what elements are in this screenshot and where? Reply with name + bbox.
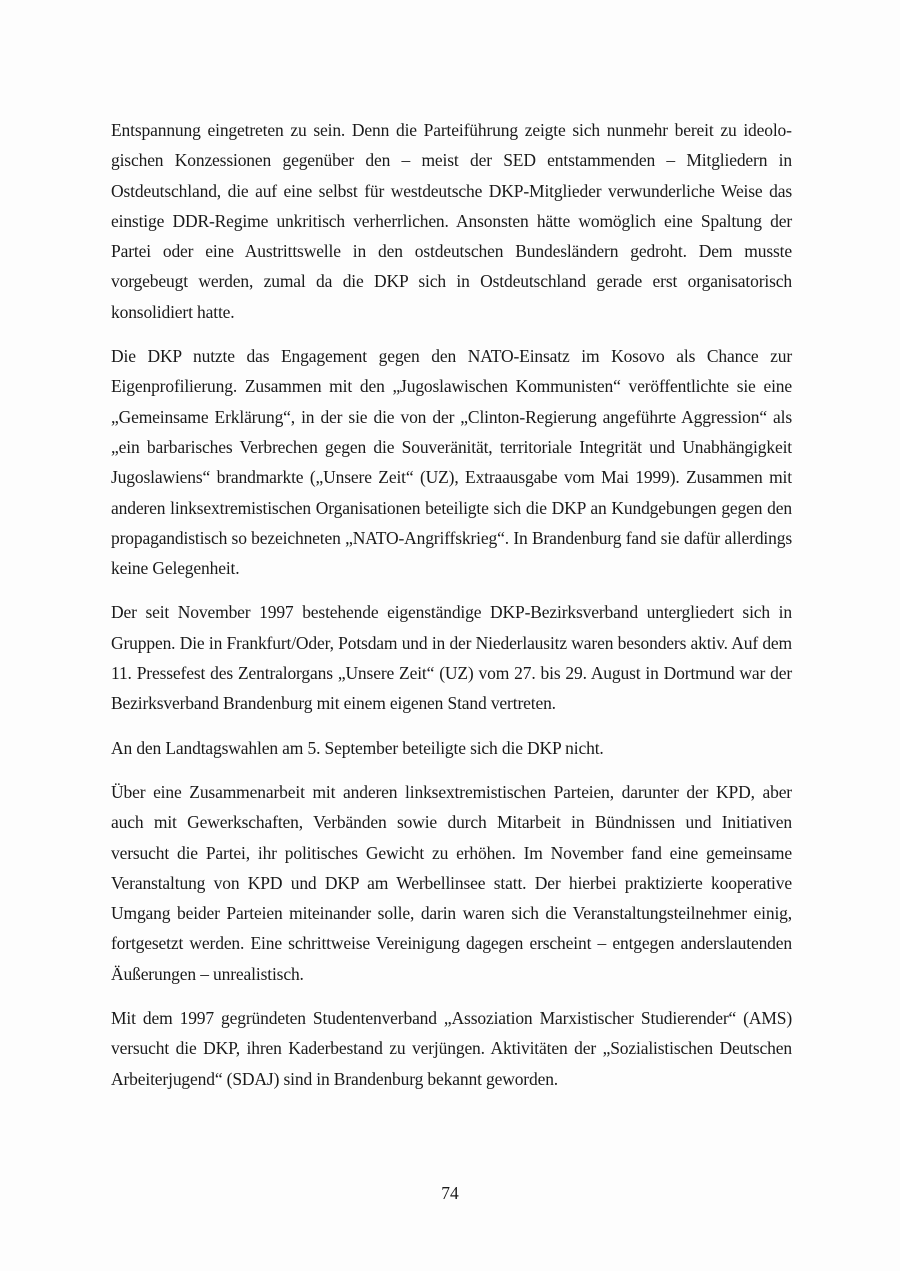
paragraph-3: Der seit November 1997 bestehende eigenständige DKP-Bezirksverband untergliedert sich in Gruppen. Die in Frankfurt/Oder, Potsdam und in der Niederlausitz waren besonders aktiv. Auf dem 11. Pressefest des Zentralorgans „Unsere Zeit“ (UZ) vom 27. bis 29. August in Dortmund war der Bezirksverband Brandenburg mit einem eigenen Stand vertreten. (111, 602, 792, 714)
paragraph-5: Über eine Zusammenarbeit mit anderen linksextremistischen Parteien, darunter der KPD, aber auch mit Gewerkschaften, Verbänden sowie durch Mitarbeit in Bündnissen und Initiativen versucht die Partei, ihr politisches Gewicht zu erhöhen. Im November fand eine gemeinsame Veranstaltung von KPD und DKP am Werbellinsee statt. Der hierbei praktizierte kooperative Umgang beider Parteien miteinander solle, darin waren sich die Veranstaltungsteilnehmer einig, fortgesetzt werden. Eine schrittweise Vereinigung dagegen erscheint – entgegen anderslautenden Äußerungen – unrealistisch. (111, 781, 792, 984)
page-number: 74 (441, 1183, 459, 1203)
paragraph-2: Die DKP nutzte das Engagement gegen den NATO-Einsatz im Kosovo als Chance zur Eigenprofilierung. Zusammen mit den „Jugoslawischen Kommunisten“ veröffentlichte sie eine „Gemeinsame Erklärung“, in der sie die von der „Clinton-Regierung angeführte Aggression“ als „ein barbarisches Verbrechen gegen die Souveränität, territoriale Integrität und Unabhängigkeit Jugoslawiens“ brandmarkte („Unsere Zeit“ (UZ), Extraausgabe vom Mai 1999). Zusammen mit anderen linksextremistischen Organisationen beteiligte sich die DKP an Kundgebungen gegen den propagandistisch so bezeichneten „NATO-Angriffskrieg“. In Brandenburg fand sie dafür allerdings keine Gelegenheit. (111, 346, 792, 579)
body-text (111, 115, 792, 1108)
paragraph-1: Entspannung eingetreten zu sein. Denn die Parteiführung zeigte sich nunmehr bereit zu ideologischen Konzessionen gegenüber den – meist der SED entstammenden – Mitgliedern in Ostdeutschland, die auf eine selbst für westdeutsche DKP-Mitglieder verwunderliche Weise das einstige DDR-Regime unkritisch verherrlichen. Ansonsten hätte womöglich eine Spaltung der Partei oder eine Austrittswelle in den ostdeutschen Bundesländern gedroht. Dem musste vorgebeugt werden, zumal da die DKP sich in Ostdeutschland gerade erst organisatorisch konsolidiert hatte. (111, 120, 792, 322)
paragraph-6: Mit dem 1997 gegründeten Studentenverband „Assoziation Marxistischer Studierender“ (AMS) versucht die DKP, ihren Kaderbestand zu verjüngen. Aktivitäten der „Sozialistischen Deutschen Arbeiterjugend“ (SDAJ) sind in Brandenburg bekannt geworden. (111, 1008, 792, 1089)
paragraph-4: An den Landtagswahlen am 5. September beteiligte sich die DKP nicht. (111, 737, 604, 758)
